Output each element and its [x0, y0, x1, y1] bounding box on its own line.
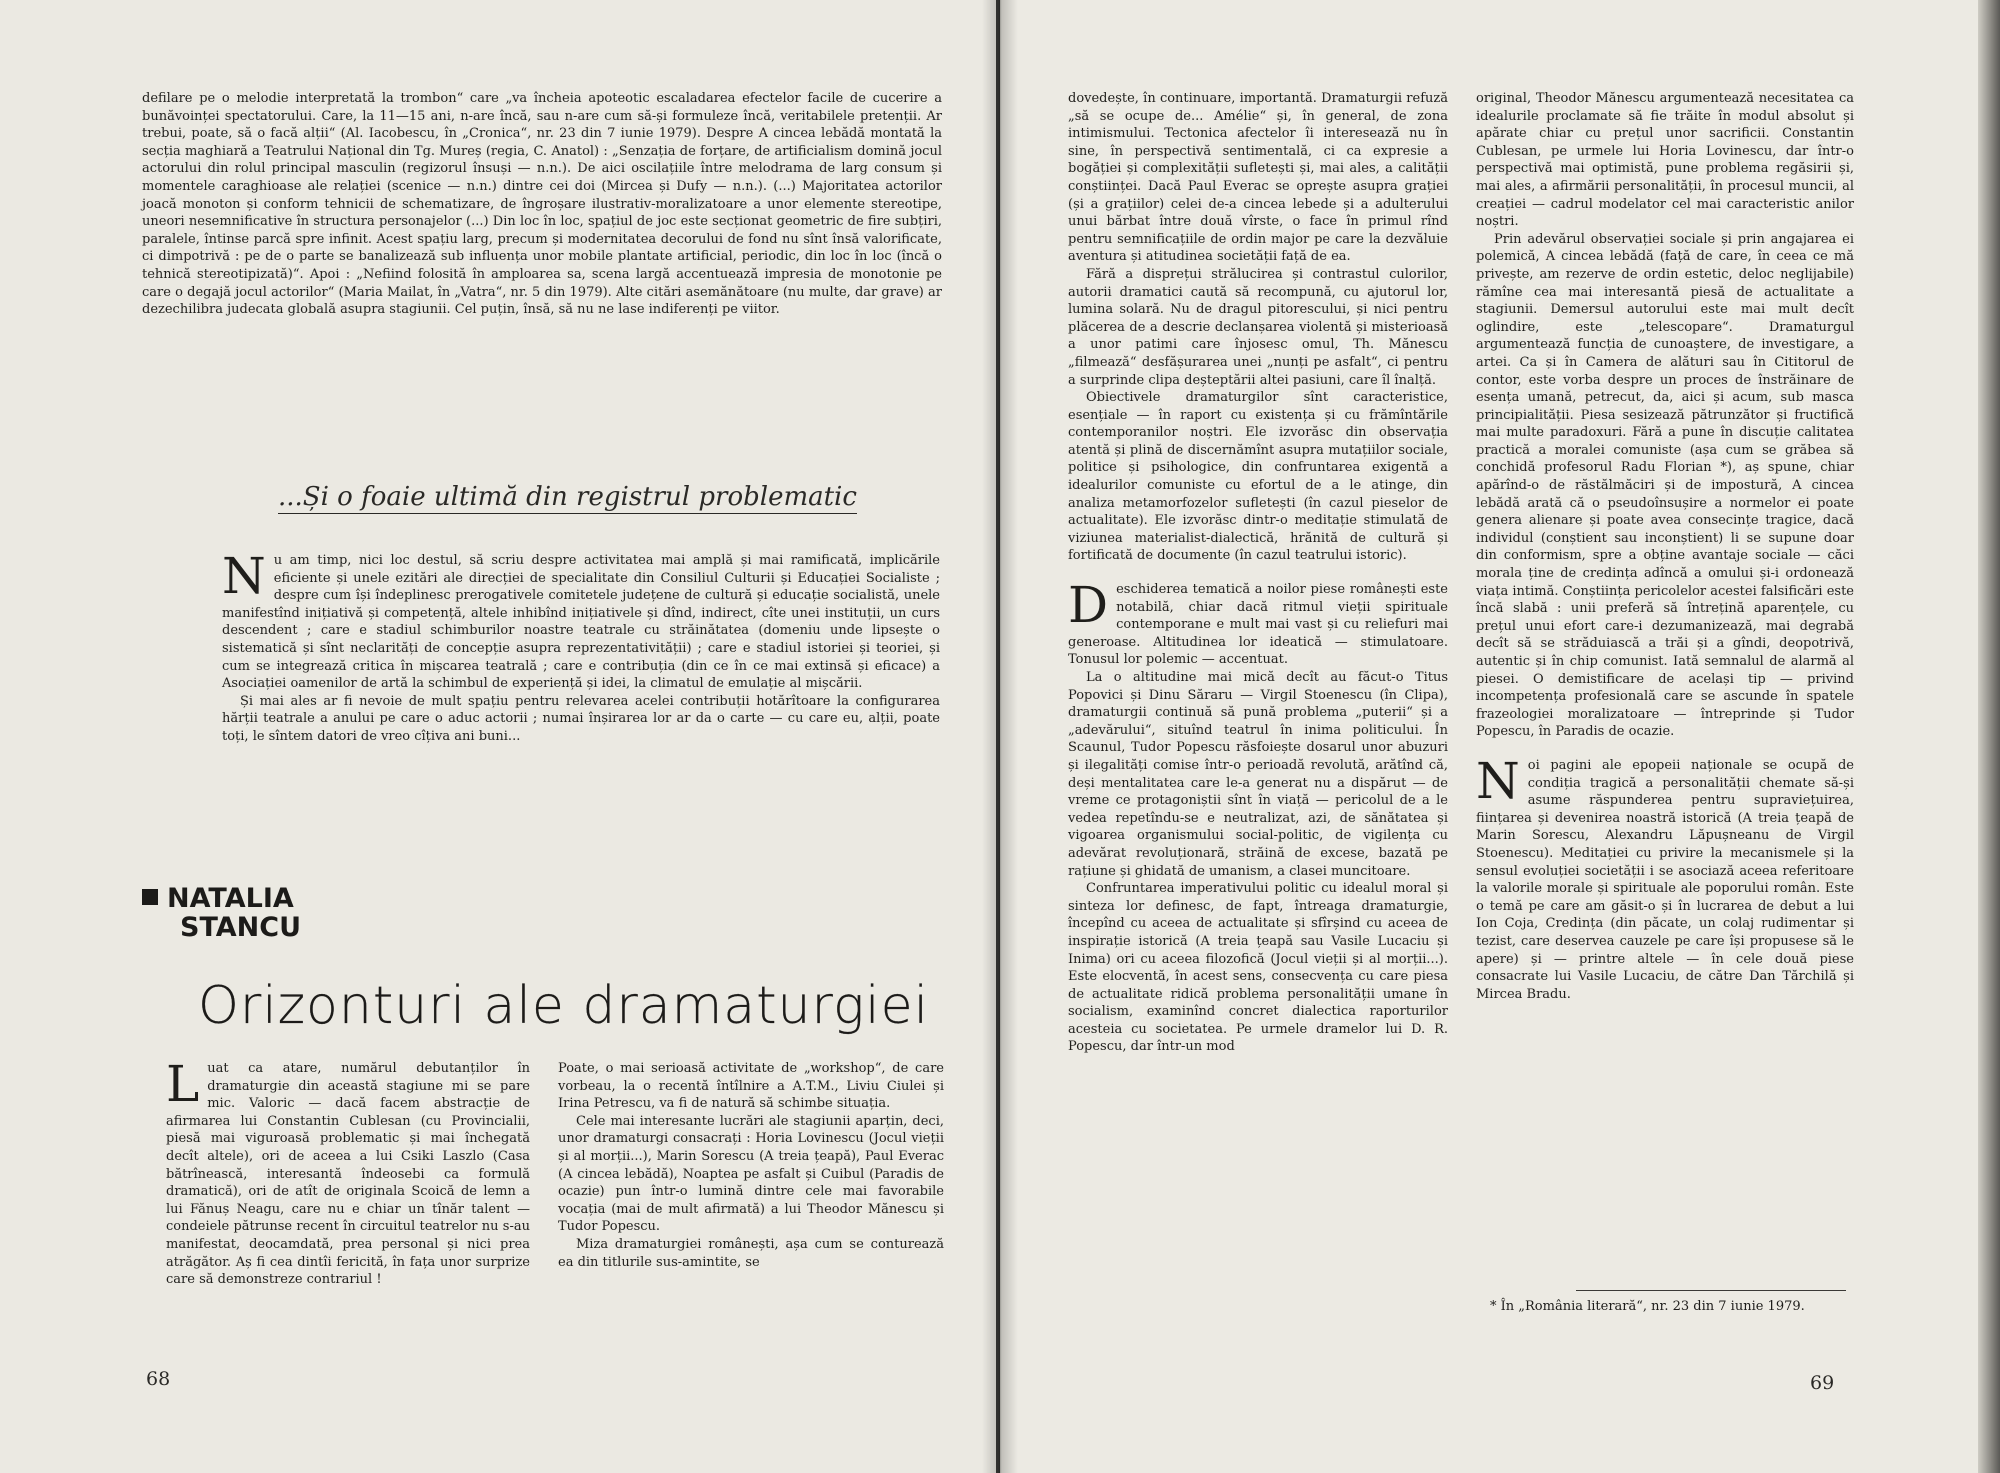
- article-column-2: [558, 1060, 944, 1271]
- paragraph: uat ca atare, numărul debutanților în dramaturgie din această stagiune mi se pare mic. Valoric — dacă facem abstracție de afirmarea lui Constantin Cublesan (cu Provincialii, piesă mai viguroasă problematic și mai închegată decît altele), ori de aceea a lui Csiki Laszlo (Casa bătrînească, interesantă îndeosebi ca formulă dramatică), ori de atît de originala Scoică de lemn a lui Fănuș Neagu, care nu e chiar un tînăr talent — condeiele pătrunse recent în circuitul teatrelor nu s-au manifestat, deocamdată, prea personal și nici prea atrăgător. Aș fi cea dintîi fericită, în fața unor surprize care să demonstreze contrariul !: [166, 1061, 530, 1288]
- drop-cap: L: [166, 1055, 200, 1113]
- left-page: [0, 0, 996, 1473]
- book-gutter: [982, 0, 1018, 1473]
- paragraph: original, Theodor Mănescu argumentează necesitatea ca idealurile proclamate să fie trăite în modul absolut și apărate chiar cu prețul unor sacrificii. Constantin Cublesan, pe urmele lui Horia Lovinescu, dar într-o perspectivă mai optimistă, pune problema regăsirii și, mai ales, a afirmării personalității, în procesul muncii, al creației — cadrul modelator cel mai caracteristic anilor noștri.: [1476, 91, 1854, 230]
- paragraph: Prin adevărul observației sociale și prin angajarea ei polemică, A cincea lebădă (față de care, în ceea ce mă privește, am rezerve de ordin estetic, deloc neglijabile) rămîne cea mai interesantă piesă de actualitate a stagiunii. Demersul autorului este mai mult decît oglindire, este „telescopare“. Dramaturgul argumentează funcția de cunoaștere, de investigare, a artei. Ca și în Camera de alături sau în Cititorul de contor, este vorba despre un proces de înstrăinare de esența umană, petrecut, da, aici și acum, sub masca principialității. Piesa sesizează pătrunzător și fructifică mai multe paradoxuri. Fără a pune în discuție calitatea practică a moralei comuniste (așa cum se grăbea să conchidă profesorul Radu Florian *), aș spune, chiar apărînd-o de răstălmăciri și de impostură, A cincea lebădă arată că o pseudoînsușire a normelor ei poate genera alienare și poate avea consecințe tragice, dacă individul (conștient sau inconștient) li se supune doar din conformism, spre a obține avantaje sociale — căci morala ține de credința adîncă a omului și-i ordonează viața intimă. Conștiința pericolelor acestei falsificări este încă slabă : unii preferă să întrețină aparențele, cu prețul unui efort care-i dezumanizează, mai degrabă decît să se străduiască a trăi și a gîndi, deopotrivă, autentic și în chip comunist. Iată semnalul de alarmă al piesei. O demistificare de același tip — privind incompetența profesională care se ascunde în spatele frazeologiei moralizatoare — întreprinde și Tudor Popescu, în Paradis de ocazie.: [1476, 231, 1854, 740]
- paragraph: defilare pe o melodie interpretată la trombon“ care „va încheia apoteotic escaladarea efectelor facile de cucerire a bunăvoinței spectatorului. Care, la 11—15 ani, n-are încă, sau n-are cum să-și formuleze încă, veritabilele pretenții. Ar trebui, poate, să o facă alții“ (Al. Iacobescu, în „Cronica“, nr. 23 din 7 iunie 1979). Despre A cincea lebădă montată la secția maghiară a Teatrului Național din Tg. Mureș (regia, C. Anatol) : „Senzația de forțare, de artificialism domină jocul actorului din rolul principal masculin (regizorul însuși — n.n.). De aici oscilațiile între melodrama de larg consum și momentele caraghioase ale relației (scenice — n.n.) dintre cei doi (Mircea și Dufy — n.n.). (...) Majoritatea actorilor joacă monoton și conform tehnicii de schematizare, de îngroșare ilustrativ-moralizatoare a unor elemente stereotipe, uneori nesemnificative în structura personajelor (...) Din loc în loc, spațiul de joc este secționat geometric de fire subțiri, paralele, întinse parcă spre infinit. Acest spațiu larg, precum și modernitatea decorului de fond nu sînt însă valorificate, ci dimpotrivă : pe de o parte se banalizează sub influența unor mobile plantate artificial, periodic, din loc în loc (încă o tehnică stereotipizată)“. Apoi : „Nefiind folosită în amploarea sa, scena largă accentuează impresia de monotonie pe care o degajă jocul actorilor“ (Maria Mailat, în „Vatra“, nr. 5 din 1979). Alte citări asemănătoare (nu multe, dar grave) ar dezechilibra judecata globală asupra stagiunii. Cel puțin, însă, să nu ne lase indiferenți pe viitor.: [142, 91, 942, 318]
- drop-cap: D: [1068, 576, 1109, 635]
- paragraph: Și mai ales ar fi nevoie de mult spațiu pentru relevarea acelei contribuții hotărîtoare la configurarea hărții teatrale a anului pe care o aduc actorii ; numai înșirarea lor ar da o carte — cu care eu, alții, poate toți, le sîntem datori de vreo cîțiva ani buni...: [222, 693, 940, 744]
- page-edge: [1978, 0, 2000, 1473]
- right-page: [1000, 0, 2000, 1473]
- article-column-1: [166, 1055, 530, 1289]
- section-text-block: [222, 547, 940, 746]
- footnote-rule: [1576, 1290, 1846, 1291]
- article-column-4: [1476, 90, 1854, 1003]
- paragraph: Obiectivele dramaturgilor sînt caracteristice, esențiale — în raport cu existența și cu frămîntările contemporanilor noștri. Ele izvorăsc din observația atentă și plină de discernămînt asupra mutațiilor sociale, politice și psihologice, din confruntarea exigentă a idealurilor comuniste cu efortul de a le atinge, din analiza metamorfozelor sufletești (în cazul pieselor de actualitate). Ele izvorăsc dintr-o meditație stimulată de viziunea materialist-dialectică, hrănită de cultură și fortificată de documente (în cazul teatrului istoric).: [1068, 390, 1448, 564]
- paragraph: Poate, o mai serioasă activitate de „workshop“, de care vorbeau, la o recentă întîlnire a A.T.M., Liviu Ciulei și Irina Petrescu, va fi de natură să schimbe situația.: [558, 1061, 944, 1112]
- drop-cap: N: [1476, 751, 1520, 810]
- paragraph: Miza dramaturgiei românești, așa cum se conturează ea din titlurile sus-amintite, se: [558, 1236, 944, 1270]
- article-column-3: [1068, 90, 1448, 1056]
- paragraph: u am timp, nici loc destul, să scriu despre activitatea mai amplă și mai ramificată, implicările eficiente și unele ezitări ale direcției de specialitate din Consiliul Culturii și Educației Socialiste ; despre cum își îndeplinesc prerogativele comitetele județene de cultură și educație socialistă, unele manifestînd inițiativă și competență, altele inhibînd inițiativele și dînd, indirect, cîte unei instituții, un curs descendent ; care e stadiul schimburilor noastre teatrale cu străinătatea (domeniu unde lipsește o sistematică și sînt neclarități de concepție asupra reprezentativității) ; care e stadiul istoriei și teoriei, și cum se integrează critica în mișcarea teatrală ; care e contribuția (din ce în ce mai extinsă și eficace) a Asociației oamenilor de artă la schimbul de experiență și idei, la climatul de emulație al mișcării.: [222, 553, 940, 692]
- paragraph: oi pagini ale epopeii naționale se ocupă de condiția tragică a personalității chemate să-și asume răspunderea pentru supraviețuirea, ființarea și devenirea noastră istorică (A treia țeapă de Marin Sorescu, Alexandru Lăpușneanu de Virgil Stoenescu). Meditației cu privire la mecanismele și la sensul evoluției societății i se asociază aceea referitoare la valorile morale și spirituale ale poporului român. Este o temă pe care am găsit-o și în lucrarea de debut a lui Ion Coja, Credința (din păcate, un colaj rudimentar și tezist, care deservea cauzele pe care își propusese să le apere) și — printre altele — în cele două piese consacrate lui Vasile Lucaciu, de către Dan Tărchilă și Mircea Bradu.: [1476, 757, 1854, 1002]
- paragraph: eschiderea tematică a noilor piese românești este notabilă, chiar dacă ritmul vieții spirituale contemporane e mult mai vast și cu reliefuri mai generoase. Altitudinea lor ideatică — stimulatoare. Tonusul lor polemic — accentuat.: [1068, 582, 1448, 668]
- square-bullet-icon: [142, 889, 158, 905]
- footnote: * În „România literară“, nr. 23 din 7 iunie 1979.: [1490, 1299, 1805, 1314]
- article-title: Orizonturi ale dramaturgiei: [198, 976, 930, 1036]
- paragraph: dovedește, în continuare, importantă. Dramaturgii refuză „să se ocupe de... Amélie“ și, în general, de zona intimismului. Tectonica afectelor îi interesează nu în sine, în perspectivă sentimentală, ci ca expresie a bogăției și complexității sufletești și, mai ales, a calității conștiinței. Dacă Paul Everac se oprește asupra grației (și a grațiilor) celei de-a cincea lebede și a adulterului unui bărbat între două vîrste, o face în primul rînd pentru semnificațiile de ordin major pe care la dezvăluie aventura și atitudinea societății față de ea.: [1068, 91, 1448, 265]
- page-number: 69: [1810, 1372, 1835, 1394]
- paragraph: Confruntarea imperativului politic cu idealul moral și sinteza lor definesc, de fapt, întreaga dramaturgie, începînd cu aceea de actualitate și sfîrșind cu aceea de inspirație istorică (A treia țeapă sau Vasile Lucaciu și Inima) ori cu aceea filozofică (Jocul vieții și al morții...). Este elocventă, în acest sens, consecvența cu care piesa de actualitate ridică problema personalității umane în socialism, examinînd concret dialectica raporturilor acesteia cu societatea. Pe urmele dramelor lui D. R. Popescu, dar într-un mod: [1068, 881, 1448, 1055]
- section-heading: ...Și o foaie ultimă din registrul problematic: [278, 482, 857, 512]
- paragraph: La o altitudine mai mică decît au făcut-o Titus Popovici și Dinu Săraru — Virgil Stoenescu (în Clipa), dramaturgii continuă să pună problema „puterii“ și a „adevărului“, situînd teatrul în inima politicului. În Scaunul, Tudor Popescu răsfoiește dosarul unor abuzuri și ilegalități comise într-o perioadă revolută, arătînd că, deși mentalitatea care le-a generat nu a dispărut — de vreme ce protagoniștii sînt în viață — pericolul de a le vedea repetîndu-se e neutralizat, azi, de sănătatea și vigoarea organismului social-politic, de vigilența cu adevărat revoluționară, străină de excese, bazată pe rațiune și ghidată de umanism, a clasei muncitoare.: [1068, 670, 1448, 879]
- top-text-block: [142, 90, 942, 319]
- paragraph: Fără a disprețui strălucirea și contrastul culorilor, autorii dramatici caută să recompună, cu ajutorul lor, lumina solară. Nu de dragul pitorescului, și nici pentru plăcerea de a descrie declanșarea violentă și misterioasă a unor patimi care înjosesc omul, Th. Mănescu „filmează“ desfășurarea unei „nunți pe asfalt“, ci pentru a surprinde clipa deșteptării altei pasiuni, care îl înalță.: [1068, 266, 1448, 388]
- paragraph: Cele mai interesante lucrări ale stagiunii aparțin, deci, unor dramaturgi consacrați : Horia Lovinescu (Jocul vieții și al morții...), Marin Sorescu (A treia țeapă), Paul Everac (A cincea lebădă), Noaptea pe asfalt și Cuibul (Paradis de ocazie) pun într-o lumină dintre cele mai favorabile vocația (mai de mult afirmată) a lui Theodor Mănescu și Tudor Popescu.: [558, 1113, 944, 1235]
- page-number: 68: [146, 1368, 171, 1390]
- author-name: NATALIA STANCU: [142, 884, 301, 942]
- drop-cap: N: [222, 547, 266, 605]
